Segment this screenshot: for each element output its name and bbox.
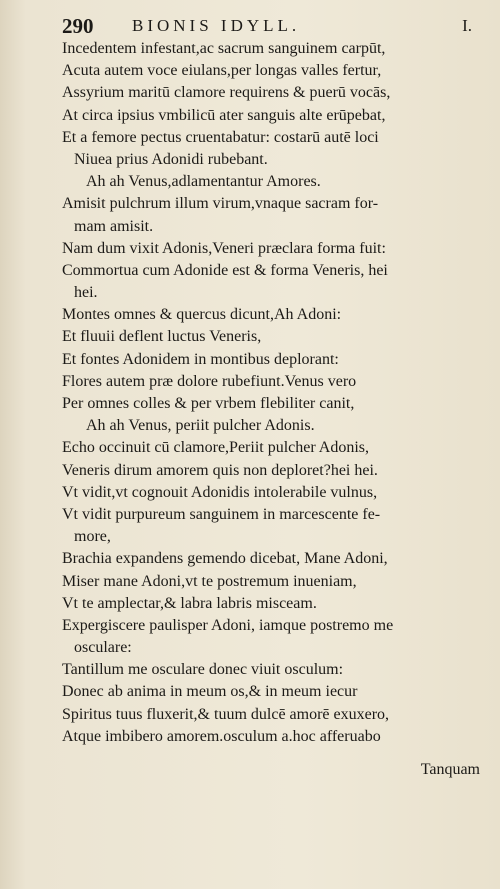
text-line: Et fontes Adonidem in montibus deplorant: bbox=[62, 350, 339, 368]
running-title: BIONIS IDYLL. bbox=[132, 16, 301, 35]
text-line: Expergiscere paulisper Adoni, iamque postremo me bbox=[62, 616, 394, 634]
text-line: Ah ah Venus, periit pulcher Adonis. bbox=[86, 417, 315, 435]
poem-text bbox=[62, 38, 487, 748]
text-line: Vt vidit,vt cognouit Adonidis intolerabile vulnus, bbox=[62, 483, 378, 501]
text-line: Vt vidit purpureum sanguinem in marcescente fe- bbox=[62, 505, 381, 523]
text-line: Commortua cum Adonide est & forma Veneris, hei bbox=[62, 261, 388, 279]
text-line: At circa ipsius vmbilicū ater sanguis alte erūpebat, bbox=[62, 106, 386, 124]
text-line: Amisit pulchrum illum virum,vnaque sacram for- bbox=[62, 195, 379, 213]
text-line: Brachia expandens gemendo dicebat, Mane Adoni, bbox=[62, 550, 388, 568]
text-line: Ah ah Venus,adlamentantur Amores. bbox=[86, 173, 321, 191]
text-line: Montes omnes & quercus dicunt,Ah Adoni: bbox=[62, 306, 342, 324]
text-line: Acuta autem voce eiulans,per longas valles fertur, bbox=[62, 62, 382, 80]
text-line: Echo occinuit cū clamore,Periit pulcher Adonis, bbox=[62, 439, 370, 457]
text-line: hei. bbox=[74, 284, 98, 302]
text-line: mam amisit. bbox=[74, 217, 154, 235]
text-line: Vt te amplectar,& labra labris misceam. bbox=[62, 594, 317, 612]
text-line: Veneris dirum amorem quis non deploret?hei hei. bbox=[62, 461, 378, 479]
text-line: Per omnes colles & per vrbem flebiliter canit, bbox=[62, 395, 355, 412]
text-line: Et fluuii deflent luctus Veneris, bbox=[62, 328, 262, 346]
text-line: Assyrium maritū clamore requirens & puerū vocās, bbox=[62, 84, 391, 102]
text-line: Tantillum me osculare donec viuit osculum: bbox=[62, 661, 344, 679]
text-line: Atque imbibero amorem.osculum a.hoc afferuabo bbox=[62, 727, 381, 745]
text-line: osculare: bbox=[74, 639, 132, 657]
page-number: 290 bbox=[62, 14, 94, 38]
text-line: Flores autem præ dolore rubefiunt.Venus vero bbox=[62, 372, 357, 390]
text-line: Nam dum vixit Adonis,Veneri præclara forma fuit: bbox=[62, 239, 386, 257]
text-line: Et a femore pectus cruentabatur: costarū autē loci bbox=[62, 128, 379, 146]
text-line: Miser mane Adoni,vt te postremum inueniam, bbox=[62, 572, 357, 590]
text-line: Niuea prius Adonidi rubebant. bbox=[74, 150, 268, 168]
catchword: Tanquam bbox=[420, 761, 480, 778]
text-line: Spiritus tuus fluxerit,& tuum dulcē amorē exuxero, bbox=[62, 705, 390, 723]
text-line: more, bbox=[74, 528, 111, 546]
idyll-number: I. bbox=[462, 16, 472, 35]
text-line: Donec ab anima in meum os,& in meum iecur bbox=[62, 683, 358, 701]
text-line: Incedentem infestant,ac sacrum sanguinem carpūt, bbox=[62, 40, 386, 57]
